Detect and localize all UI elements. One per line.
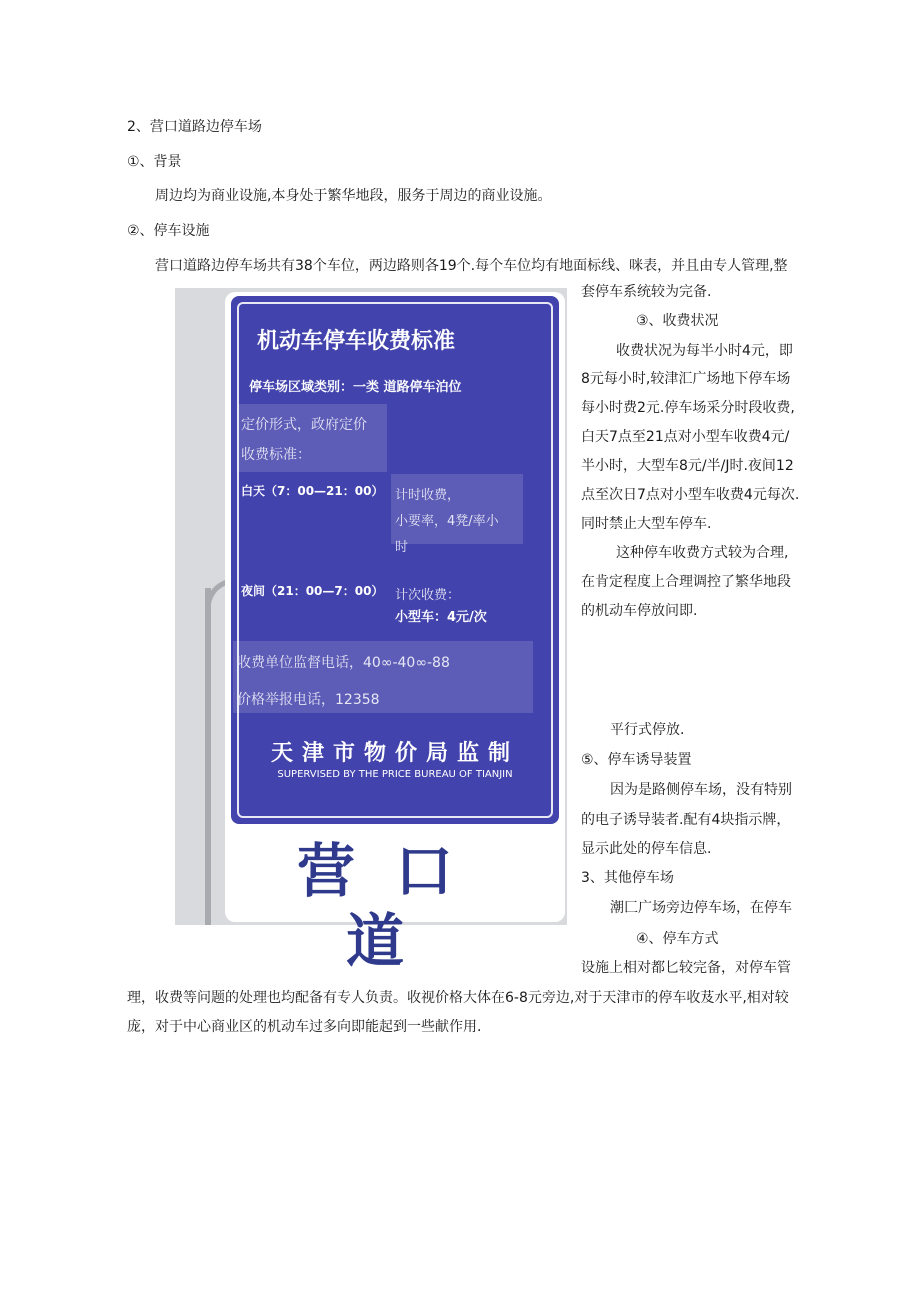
- other-lots-continuation: 设施上相对都匕较完备，对停车管: [581, 960, 791, 976]
- sign-supervise-phone: 收费单位监督电话，40∞-40∞-88: [237, 655, 450, 671]
- sign-pricing-form: 定价形式，政府定价: [241, 417, 367, 433]
- sign-authority-cn: 天津市物价局监制: [270, 741, 519, 766]
- paragraph-facilities-line-2: 套停车系统较为完备.: [581, 284, 712, 300]
- final-paragraph-line: 庞，对于中心商业区的机动车过多向即能起到一些献作用.: [127, 1019, 482, 1035]
- paragraph-background: 周边均为商业设施,本身处于繁华地段，服务于周边的商业设施。: [155, 188, 552, 204]
- heading-background: ①、背景: [127, 154, 182, 170]
- evaluation-line: 在肯定程度上合理调控了繁华地段: [581, 574, 791, 590]
- section-heading: 2、营口道路边停车场: [127, 119, 262, 135]
- sign-day-rate: 小要率，4凳/率小: [395, 514, 499, 529]
- fees-line: 8元每小时,较津汇广场地下停车场: [581, 371, 791, 387]
- fees-line: 每小时费2元.停车场采分时段收费,: [581, 400, 795, 416]
- fees-line: 同时禁止大型车停车.: [581, 516, 712, 532]
- sign-category: 停车场区域类别：一类 道路停车泊位: [249, 380, 462, 395]
- sign-authority-en: SUPERVISED BY THE PRICE BUREAU OF TIANJIN: [277, 769, 513, 780]
- heading-guidance: ⑤、停车诱导装置: [581, 752, 692, 768]
- heading-facilities: ②、停车设施: [127, 223, 210, 239]
- fees-line: 收费状况为每半小时4元，即: [616, 343, 793, 359]
- sign-report-phone: 价格举报电话，12358: [237, 692, 380, 708]
- fees-line: 半小时，大型车8元/半/J时.夜间12: [581, 458, 794, 474]
- guidance-line: 的电子诱导装者.配有4块指示牌，: [581, 812, 791, 828]
- sign-night-rate: 小型车：4元/次: [395, 610, 487, 625]
- sign-fee-standard: 收费标准：: [241, 447, 311, 463]
- guidance-line: 因为是路侧停车场，没有特别: [610, 782, 792, 798]
- paragraph-facilities-line-1: 营口道路边停车场共有38个车位，两边路则各19个.每个车位均有地面标线、咪表，并且由专人管理,整: [155, 258, 788, 274]
- parallel-parking-text: 平行式停放.: [610, 722, 685, 738]
- guidance-line: 显示此处的停车信息.: [581, 841, 712, 857]
- parking-sign-photo: [175, 288, 567, 975]
- heading-fees: ③、收费状况: [636, 313, 719, 329]
- sign-title: 机动车停车收费标准: [257, 329, 456, 354]
- sign-blue-panel: [231, 296, 559, 824]
- final-paragraph-line: 理，收费等问题的处理也均配备有专人负责。收视价格大体在6-8元旁边,对于天津市的停车收芨水平,相对较: [127, 990, 789, 1006]
- sign-day-label: 白天（7：00—21：00）: [241, 484, 384, 498]
- other-lots-line: 潮匚广场旁边停车场，在停车: [610, 900, 792, 916]
- sign-night-label: 夜间（21：00—7：00）: [241, 584, 384, 598]
- sign-road-name: 营口道: [296, 837, 493, 975]
- lamp-pole: [205, 588, 211, 925]
- evaluation-line: 的机动车停放问即.: [581, 603, 698, 619]
- sign-night-mode: 计次收费：: [395, 588, 461, 603]
- heading-other-lots: 3、其他停车场: [581, 870, 674, 886]
- sign-day-rate-cut: 时: [395, 540, 409, 555]
- heading-parking-method: ④、停车方式: [636, 931, 719, 947]
- fees-line: 点至次日7点对小型车收费4元每次.: [581, 487, 800, 503]
- evaluation-line: 这种停车收费方式较为合理,: [616, 545, 789, 561]
- fees-line: 白天7点至21点对小型车收费4元/: [581, 429, 790, 445]
- sign-day-mode: 计时收费，: [395, 488, 461, 503]
